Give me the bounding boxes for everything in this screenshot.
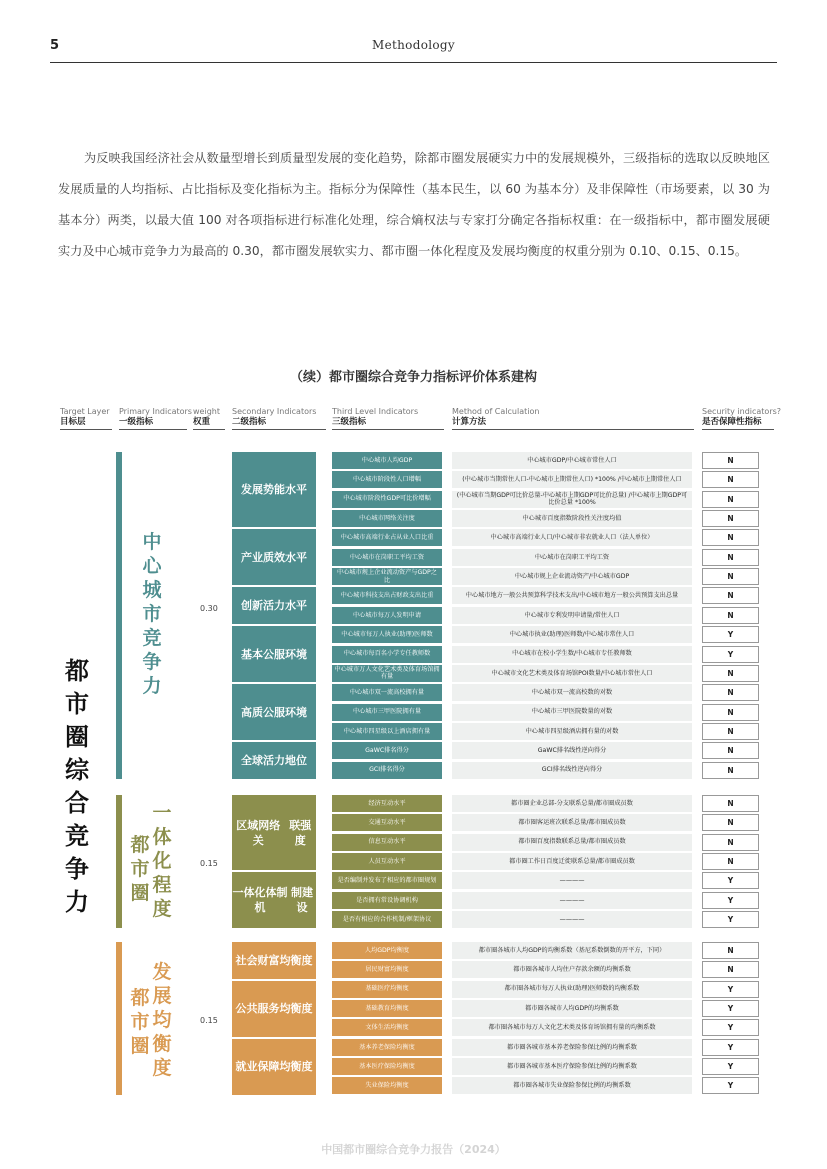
security-flag: N — [702, 607, 759, 624]
security-flag: Y — [702, 1000, 759, 1017]
calculation-method: 都市圈各城市每万人文化艺术类及体育场馆拥有量的均衡系数 — [452, 1019, 692, 1036]
calculation-method: ———— — [452, 911, 692, 928]
security-flag: N — [702, 723, 759, 740]
col-secondary-cn: 二级指标 — [232, 417, 267, 427]
calculation-method: 都市圈各城市基本医疗保险参保比例的均衡系数 — [452, 1058, 692, 1075]
footer-title: 中国都市圈综合竞争力报告（2024） — [321, 1143, 506, 1156]
secondary-indicator: 全球活力地位 — [232, 742, 316, 779]
calculation-method: 中心城市地方一般公共预算科学技术支出/中心城市地方一般公共预算支出总量 — [452, 587, 692, 604]
third-level-indicator: 基础教育均衡度 — [332, 1000, 442, 1017]
security-flag: Y — [702, 872, 759, 889]
calculation-method: ———— — [452, 872, 692, 889]
col-third-en: Third Level Indicators — [332, 407, 419, 416]
security-flag: N — [702, 587, 759, 604]
security-flag: N — [702, 549, 759, 566]
calculation-method: 中心城市执业(助理)医师数/中心城市常住人口 — [452, 626, 692, 643]
secondary-indicator: 公共服务 均衡度 — [232, 981, 316, 1037]
security-flag: N — [702, 510, 759, 527]
third-level-indicator: 中心城市双一流高校拥有量 — [332, 684, 442, 701]
col-weight — [193, 406, 220, 428]
weight-value: 0.30 — [200, 604, 218, 613]
calculation-method: 中心城市文化艺术类及体育场馆POI数量/中心城市常住人口 — [452, 665, 692, 682]
secondary-indicator: 一体化体制机 制建设 — [232, 872, 316, 928]
calculation-method: 都市圈各城市基本养老保险参保比例的均衡系数 — [452, 1039, 692, 1056]
calculation-method: 中心城市高端行业人口/中心城市非农就业人口（法人单位） — [452, 529, 692, 546]
calculation-method: 中心城市在岗职工平均工资 — [452, 549, 692, 566]
calculation-method: (中心城市当期常住人口-中心城市上期常住人口) *100% /中心城市上期常住人口 — [452, 471, 692, 488]
primary-indicator-1 — [116, 452, 196, 779]
calculation-method: GCI排名线性逆向得分 — [452, 762, 692, 779]
head-rule-secondary — [232, 429, 326, 430]
third-level-indicator: 中心城市网络关注度 — [332, 510, 442, 527]
col-primary-en: Primary Indicators — [119, 407, 192, 416]
security-flag: N — [702, 795, 759, 812]
security-flag: N — [702, 568, 759, 585]
col-method — [452, 406, 539, 428]
third-level-indicator: 中心城市在岗职工平均工资 — [332, 549, 442, 566]
calculation-method: (中心城市当期GDP可比价总量-中心城市上期GDP可比价总量) /中心城市上期GDP可比价总量 *100% — [452, 491, 692, 508]
security-flag: N — [702, 665, 759, 682]
head-rule-weight — [193, 429, 225, 430]
third-level-indicator: 基本养老保险均衡度 — [332, 1039, 442, 1056]
third-level-indicator: GaWC排名得分 — [332, 742, 442, 759]
col-target-en: Target Layer — [60, 407, 110, 416]
security-flag: Y — [702, 646, 759, 663]
third-level-indicator: 中心城市万人文化艺术类及体育场馆拥有量 — [332, 665, 442, 682]
primary-indicator-label: 中 心 城 市 竞 争 力 — [142, 531, 162, 697]
col-third-cn: 三级指标 — [332, 417, 367, 427]
calculation-method: 都市圈各城市人均GDP的均衡系数 — [452, 1000, 692, 1017]
calculation-method: 都市圈各城市失业保险参保比例的均衡系数 — [452, 1077, 692, 1094]
third-level-indicator: 中心城市四星级以上酒店拥有量 — [332, 723, 442, 740]
security-flag: Y — [702, 626, 759, 643]
security-flag: N — [702, 529, 759, 546]
third-level-indicator: 是否拥有常设协调机构 — [332, 892, 442, 909]
calculation-method: GaWC排名线性逆向得分 — [452, 742, 692, 759]
col-primary — [119, 406, 192, 428]
col-security-cn: 是否保障性指标 — [702, 417, 762, 427]
col-secondary-en: Secondary Indicators — [232, 407, 317, 416]
col-third — [332, 406, 418, 428]
security-flag: N — [702, 762, 759, 779]
security-flag: N — [702, 942, 759, 959]
third-level-indicator: 失业保险均衡度 — [332, 1077, 442, 1094]
calculation-method: 都市圈工作日百度迁徙联系总量/都市圈成员数 — [452, 853, 692, 870]
calculation-method: 中心城市规上企业流动资产/中心城市GDP — [452, 568, 692, 585]
page-number: 5 — [50, 38, 60, 53]
security-flag: N — [702, 814, 759, 831]
security-flag: Y — [702, 1039, 759, 1056]
primary-indicator-label: 发 展 均 衡 度 — [152, 961, 172, 1079]
third-level-indicator: 人均GDP均衡度 — [332, 942, 442, 959]
third-level-indicator: 中心城市每万人发明申请 — [332, 607, 442, 624]
third-level-indicator: 基础医疗均衡度 — [332, 981, 442, 998]
weight-value: 0.15 — [200, 1016, 218, 1025]
primary-indicator-3 — [116, 942, 196, 1095]
secondary-indicator: 产业质效水平 — [232, 529, 316, 585]
third-level-indicator: 人员互动水平 — [332, 853, 442, 870]
col-security-en: Security indicators? — [702, 407, 782, 416]
running-title: Methodology — [372, 38, 455, 52]
third-level-indicator: 是否编制并发布了相应的都市圈规划 — [332, 872, 442, 889]
col-target — [60, 406, 110, 428]
secondary-indicator: 高质公服环境 — [232, 684, 316, 740]
security-flag: N — [702, 834, 759, 851]
third-level-indicator: 文体生活均衡度 — [332, 1019, 442, 1036]
security-flag: N — [702, 961, 759, 978]
col-security — [702, 406, 781, 428]
security-flag: N — [702, 704, 759, 721]
col-weight-en: weight — [193, 407, 220, 416]
primary-color-bar — [116, 795, 122, 928]
security-flag: Y — [702, 1058, 759, 1075]
third-level-indicator: 居民财富均衡度 — [332, 961, 442, 978]
col-method-en: Method of Calculation — [452, 407, 540, 416]
calculation-method: 都市圈各城市每万人执业(助理)医师数的均衡系数 — [452, 981, 692, 998]
secondary-indicator: 就业保障 均衡度 — [232, 1039, 316, 1095]
third-level-indicator: 中心城市人均GDP — [332, 452, 442, 469]
calculation-method: 都市圈百度指数联系总量/都市圈成员数 — [452, 834, 692, 851]
head-rule-method — [452, 429, 694, 430]
secondary-indicator: 社会财富 均衡度 — [232, 942, 316, 979]
security-flag: N — [702, 471, 759, 488]
calculation-method: 中心城市四星级酒店拥有量的对数 — [452, 723, 692, 740]
target-layer-label: 都市圈综合竞争力 — [65, 657, 89, 916]
calculation-method: 中心城市双一流高校数的对数 — [452, 684, 692, 701]
secondary-indicator: 区域网络关 联强度 — [232, 795, 316, 870]
third-level-indicator: 基本医疗保险均衡度 — [332, 1058, 442, 1075]
calculation-method: 中心城市GDP/中心城市常住人口 — [452, 452, 692, 469]
security-flag: N — [702, 742, 759, 759]
third-level-indicator: 中心城市规上企业流动资产与GDP之比 — [332, 568, 442, 585]
header-rule — [50, 62, 777, 63]
secondary-indicator: 基本公服环境 — [232, 626, 316, 682]
calculation-method: 中心城市三甲医院数量的对数 — [452, 704, 692, 721]
security-flag: Y — [702, 981, 759, 998]
third-level-indicator: GCI排名得分 — [332, 762, 442, 779]
primary-color-bar — [116, 942, 122, 1095]
head-rule-security — [702, 429, 774, 430]
security-flag: N — [702, 452, 759, 469]
calculation-method: 都市圈各城市人均GDP的均衡系数（基尼系数倒数的开平方，下同） — [452, 942, 692, 959]
security-flag: N — [702, 491, 759, 508]
security-flag: Y — [702, 1077, 759, 1094]
table-title: （续）都市圈综合竞争力指标评价体系建构 — [289, 370, 537, 385]
col-method-cn: 计算方法 — [452, 417, 487, 427]
third-level-indicator: 中心城市高端行业占从业人口比重 — [332, 529, 442, 546]
head-rule-primary — [119, 429, 187, 430]
col-weight-cn: 权重 — [193, 417, 211, 427]
security-flag: Y — [702, 911, 759, 928]
third-level-indicator: 交通互动水平 — [332, 814, 442, 831]
col-secondary — [232, 406, 316, 428]
secondary-indicator: 创新活力水平 — [232, 587, 316, 624]
third-level-indicator: 中心城市阶段性人口增幅 — [332, 471, 442, 488]
col-target-cn: 目标层 — [60, 417, 86, 427]
primary-indicator-label: 都 市 圈 — [130, 987, 150, 1057]
secondary-indicator: 发展势能水平 — [232, 452, 316, 527]
primary-color-bar — [116, 452, 122, 779]
primary-indicator-2 — [116, 795, 196, 928]
calculation-method: 中心城市在校小学生数/中心城市专任教师数 — [452, 646, 692, 663]
security-flag: N — [702, 684, 759, 701]
third-level-indicator: 中心城市每万人执业(助理)医师数 — [332, 626, 442, 643]
third-level-indicator: 是否有相应的合作机制/框架协议 — [332, 911, 442, 928]
security-flag: Y — [702, 1019, 759, 1036]
security-flag: Y — [702, 892, 759, 909]
body-paragraph: 为反映我国经济社会从数量型增长到质量型发展的变化趋势，除都市圈发展硬实力中的发展规模外，三级指标的选取以反映地区发展质量的人均指标、占比指标及变化指标为主。指标分为保障性（基本民生，以 60 为基本分）及非保障性（市场要素，以 30 为基本分）两类，以最大值 100 对各项指标进行标准化处理，综合熵权法与专家打分确定各指标权重：在一级指标中，都市圈发展硬实力及中心城市竞争力为最高的 0.30，都市圈发展软实力、都市圈一体化程度及发展均衡度的权重分别为 0.10、0.15、0.15。 — [58, 151, 770, 258]
calculation-method: ———— — [452, 892, 692, 909]
head-rule-third — [332, 429, 444, 430]
third-level-indicator: 中心城市阶段性GDP可比价增幅 — [332, 491, 442, 508]
calculation-method: 都市圈客运班次联系总量/都市圈成员数 — [452, 814, 692, 831]
third-level-indicator: 中心城市科技支出占财政支出比重 — [332, 587, 442, 604]
weight-value: 0.15 — [200, 859, 218, 868]
calculation-method: 中心城市专利发明申请量/常住人口 — [452, 607, 692, 624]
calculation-method: 都市圈各城市人均住户存款余额的均衡系数 — [452, 961, 692, 978]
col-primary-cn: 一级指标 — [119, 417, 154, 427]
calculation-method: 中心城市百度指数阶段性关注度均值 — [452, 510, 692, 527]
third-level-indicator: 中心城市每百名小学专任教师数 — [332, 646, 442, 663]
third-level-indicator: 中心城市三甲医院拥有量 — [332, 704, 442, 721]
primary-indicator-label: 都 市 圈 — [130, 834, 150, 904]
calculation-method: 都市圈企业总部-分支联系总量/都市圈成员数 — [452, 795, 692, 812]
primary-indicator-label: 一 体 化 程 度 — [152, 802, 172, 920]
third-level-indicator: 信息互动水平 — [332, 834, 442, 851]
security-flag: N — [702, 853, 759, 870]
head-rule-target — [60, 429, 112, 430]
third-level-indicator: 经济互动水平 — [332, 795, 442, 812]
